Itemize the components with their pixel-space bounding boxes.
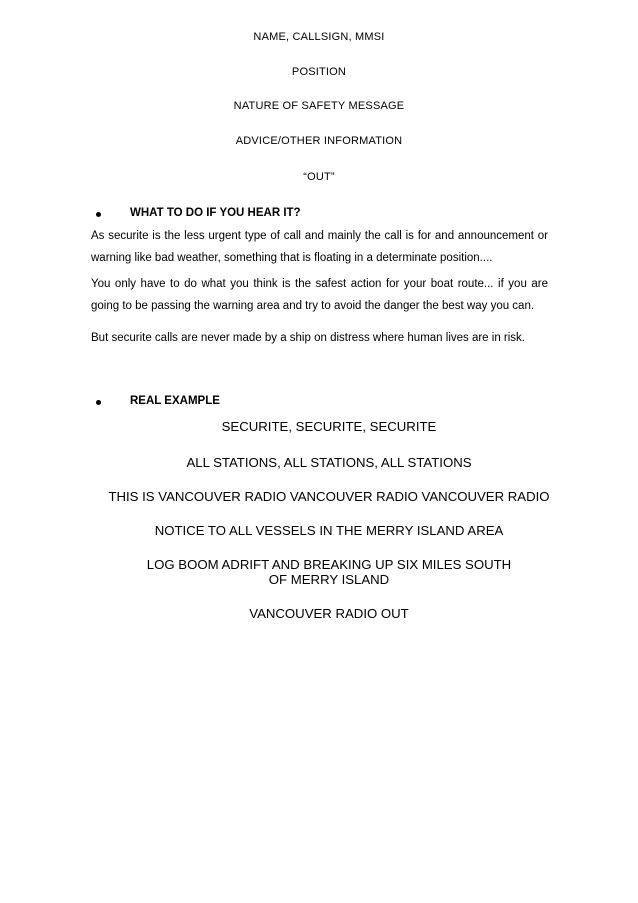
paragraph-securite-explanation: As securite is the less urgent type of call and mainly the call is for and announcement or warning like bad weather, something that is floating in a determinate position.... <box>91 230 548 264</box>
example-line-all-stations: ALL STATIONS, ALL STATIONS, ALL STATIONS <box>186 455 472 470</box>
paragraph-never-distress: But securite calls are never made by a ship on distress where human lives are in risk. <box>91 332 526 344</box>
example-line-log-boom: LOG BOOM ADRIFT AND BREAKING UP SIX MILES SOUTH <box>146 557 512 572</box>
section-heading-what: WHAT TO DO IF YOU HEAR IT? <box>130 207 301 219</box>
template-line-position: POSITION <box>291 66 347 78</box>
template-line-out: “OUT” <box>303 171 335 183</box>
example-line-securite: SECURITE, SECURITE, SECURITE <box>221 419 437 434</box>
bullet-icon <box>96 400 101 405</box>
template-line-advice: ADVICE/OTHER INFORMATION <box>235 135 403 147</box>
section-heading-example: REAL EXAMPLE <box>130 395 220 407</box>
example-line-merry-island: OF MERRY ISLAND <box>268 572 390 587</box>
example-line-vancouver-radio: THIS IS VANCOUVER RADIO VANCOUVER RADIO VANCOUVER RADIO <box>108 489 550 504</box>
example-line-radio-out: VANCOUVER RADIO OUT <box>249 606 409 621</box>
bullet-icon <box>96 212 101 217</box>
template-line-name: NAME, CALLSIGN, MMSI <box>253 31 385 43</box>
paragraph-safest-action: You only have to do what you think is the safest action for your boat route... if you are going to be passing the warning area and try to avoid the danger the best way you can. <box>91 278 548 312</box>
example-line-notice: NOTICE TO ALL VESSELS IN THE MERRY ISLAND AREA <box>154 523 504 538</box>
template-line-nature: NATURE OF SAFETY MESSAGE <box>233 100 405 112</box>
